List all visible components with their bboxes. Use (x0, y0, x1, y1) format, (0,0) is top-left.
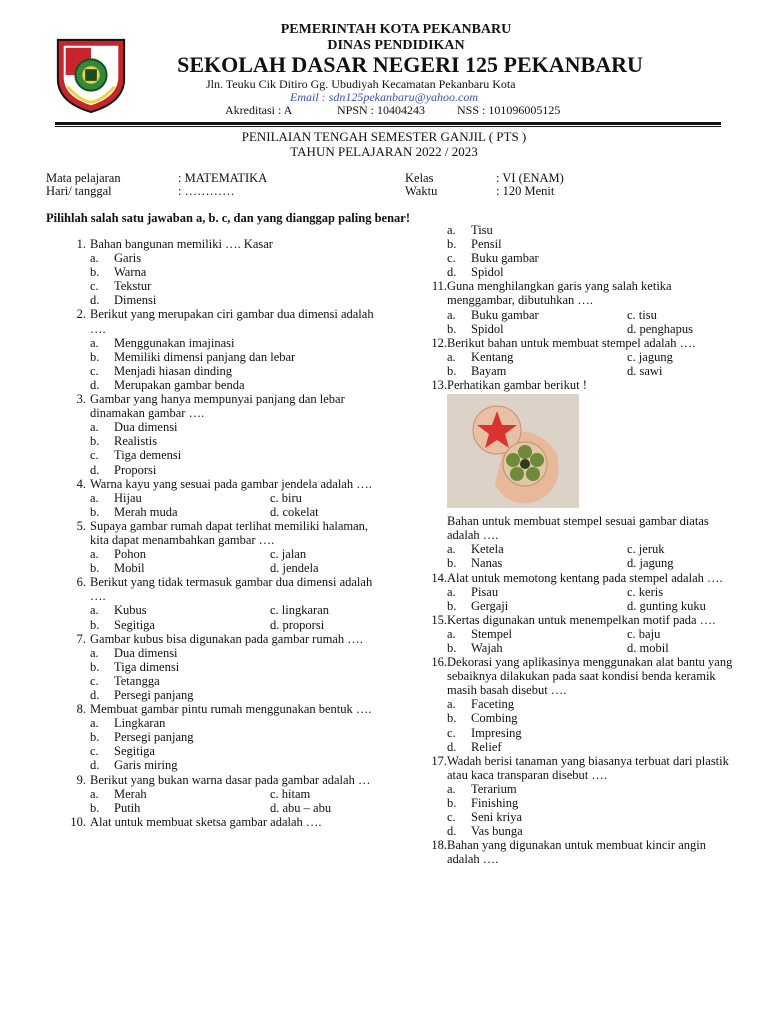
option-text: Finishing (471, 796, 519, 810)
class-value: : VI (ENAM) (496, 171, 564, 185)
option-text: Merah muda (114, 504, 178, 519)
answer-option (46, 646, 376, 660)
question-number: 12. (431, 335, 447, 350)
option-text: Mobil (114, 561, 145, 576)
option-letter: a. (90, 490, 99, 505)
option-text: Lingkaran (114, 716, 166, 731)
answer-option (46, 364, 376, 378)
answer-option (403, 237, 733, 251)
answer-option (403, 364, 733, 378)
option-letter: b. (447, 598, 457, 613)
option-right: c. tisu (627, 307, 657, 322)
question-text (46, 815, 376, 829)
option-text: Menjadi hiasan dinding (114, 363, 233, 378)
answer-option (403, 350, 733, 364)
option-letter: b. (447, 321, 457, 336)
option-letter: c. (447, 810, 456, 825)
option-right: d. jendela (270, 561, 319, 576)
answer-option (46, 448, 376, 462)
answer-option (46, 561, 376, 575)
question-number: 10. (70, 814, 86, 829)
question-number: 13. (431, 378, 447, 393)
question-text (403, 655, 733, 697)
question-number: 15. (431, 612, 447, 627)
option-letter: c. (90, 744, 99, 759)
nss: NSS : 101096005125 (457, 103, 561, 117)
question-text (403, 571, 733, 585)
option-letter: b. (447, 363, 457, 378)
school-address: Jln. Teuku Cik Ditiro Gg. Ubudiyah Kecamatan Pekanbaru Kota (206, 77, 516, 91)
option-letter: d. (90, 688, 100, 702)
option-letter: a. (447, 223, 456, 237)
time-value: : 120 Menit (496, 184, 555, 198)
option-text: Spidol (471, 321, 504, 336)
option-letter: d. (447, 824, 457, 839)
option-right: d. proporsi (270, 617, 325, 632)
option-right: d. abu – abu (270, 800, 332, 815)
answer-option (46, 716, 376, 730)
option-letter: b. (90, 434, 100, 449)
question-item (403, 571, 733, 613)
question-item (403, 838, 733, 866)
option-letter: c. (90, 448, 99, 463)
answer-option (46, 293, 376, 307)
question-item (46, 477, 376, 519)
question-text (46, 773, 376, 787)
option-right: d. cokelat (270, 504, 319, 519)
question-stem: Membuat gambar pintu rumah menggunakan bentuk …. (90, 702, 372, 717)
option-letter: a. (447, 307, 456, 322)
answer-option (46, 688, 376, 702)
option-text: Merah (114, 786, 147, 801)
option-letter: c. (90, 363, 99, 378)
option-letter: c. (90, 673, 99, 688)
answer-option (403, 796, 733, 810)
question-item (46, 392, 376, 477)
question-item (46, 632, 376, 702)
option-letter: d. (90, 462, 100, 477)
accreditation: Akreditasi : A (225, 103, 293, 117)
question-item (403, 279, 733, 335)
option-text: Relief (471, 739, 502, 754)
question-text (46, 307, 376, 335)
question-number: 4. (76, 476, 86, 491)
answer-option (46, 505, 376, 519)
answer-option (403, 265, 733, 279)
answer-option (403, 585, 733, 599)
option-letter: d. (447, 265, 457, 280)
option-text: Pisau (471, 584, 499, 599)
answer-option (46, 336, 376, 350)
question-stem: Bahan bangunan memiliki …. Kasar (90, 237, 273, 251)
option-letter: a. (90, 645, 99, 660)
option-text: Pohon (114, 547, 146, 562)
question-item (403, 754, 733, 839)
question-item (403, 336, 733, 378)
header-rule-thin (55, 126, 721, 127)
answer-option (403, 251, 733, 265)
dept-line: DINAS PENDIDIKAN (327, 38, 465, 53)
answer-option (46, 674, 376, 688)
question-text (46, 702, 376, 716)
question-stem: Berikut bahan untuk membuat stempel adalah …. (447, 335, 696, 350)
answer-option (403, 711, 733, 725)
question-text (46, 477, 376, 491)
question-stem: Gambar yang hanya mempunyai panjang dan lebar dinamakan gambar …. (90, 392, 345, 421)
option-letter: a. (90, 251, 99, 266)
option-right: d. gunting kuku (627, 598, 706, 613)
option-letter: a. (90, 335, 99, 350)
option-text: Seni kriya (471, 810, 523, 825)
option-letter: b. (90, 349, 100, 364)
answer-option (46, 660, 376, 674)
answer-option (403, 223, 733, 237)
answer-option (46, 350, 376, 364)
question-text (46, 519, 376, 547)
option-text: Buku gambar (471, 251, 539, 266)
answer-option (46, 463, 376, 477)
option-text: Warna (114, 265, 147, 280)
question-text (403, 613, 733, 627)
question-stem: Perhatikan gambar berikut ! (447, 378, 587, 393)
option-text: Pensil (471, 237, 502, 252)
option-letter: b. (90, 800, 100, 815)
option-text: Kentang (471, 349, 514, 364)
answer-option (403, 740, 733, 754)
school-email: Email : sdn125pekanbaru@yahoo.com (290, 90, 479, 104)
question-number: 3. (76, 392, 86, 407)
question-stem: Berikut yang bukan warna dasar pada gambar adalah … (90, 772, 371, 787)
answer-option (46, 618, 376, 632)
question-stem: Berikut yang merupakan ciri gambar dua dimensi adalah …. (90, 307, 374, 336)
question-stem: Guna menghilangkan garis yang salah ketika menggambar, dibutuhkan …. (447, 279, 672, 308)
question-text (46, 632, 376, 646)
question-text (403, 336, 733, 350)
answer-option (46, 434, 376, 448)
option-text: Realistis (114, 434, 158, 449)
option-text: Bayam (471, 363, 507, 378)
option-letter: a. (447, 781, 456, 796)
school-name: SEKOLAH DASAR NEGERI 125 PEKANBARU (177, 52, 643, 77)
option-text: Dimensi (114, 293, 157, 308)
date-value: : ………… (178, 184, 235, 198)
option-right: c. jeruk (627, 542, 665, 557)
option-text: Kubus (114, 603, 147, 618)
answer-option (46, 378, 376, 392)
option-text: Persegi panjang (114, 730, 194, 745)
stamp-photo (447, 394, 579, 508)
option-right: c. hitam (270, 786, 311, 801)
question-stem: Alat untuk memotong kentang pada stempel adalah …. (447, 570, 723, 585)
option-text: Hijau (114, 490, 142, 505)
question-text (46, 392, 376, 420)
question-stem: Warna kayu yang sesuai pada gambar jendela adalah …. (90, 476, 372, 491)
answer-option (403, 308, 733, 322)
question-text (46, 575, 376, 603)
option-text: Proporsi (114, 462, 157, 477)
answer-option (46, 801, 376, 815)
option-letter: b. (90, 730, 100, 745)
question-stem: Dekorasi yang aplikasinya menggunakan alat bantu yang sebaiknya dilakukan pada saat kondisi benda keramik masih basah disebut …. (447, 655, 733, 698)
answer-option (403, 782, 733, 796)
question-stem: Kertas digunakan untuk menempelkan motif pada …. (447, 612, 716, 627)
option-text: Terarium (471, 781, 517, 796)
option-letter: b. (90, 617, 100, 632)
option-letter: a. (90, 716, 99, 731)
option-letter: c. (90, 279, 99, 294)
option-letter: b. (447, 796, 457, 810)
answer-option (46, 787, 376, 801)
question-followup (403, 514, 733, 542)
option-letter: a. (447, 584, 456, 599)
option-letter: c. (447, 725, 456, 740)
question-item (46, 519, 376, 575)
option-text: Tiga demensi (114, 448, 182, 463)
answer-option (403, 322, 733, 336)
option-letter: b. (447, 237, 457, 252)
npsn: NPSN : 10404243 (337, 103, 426, 117)
option-text: Tisu (471, 223, 493, 237)
option-letter: a. (447, 349, 456, 364)
option-right: d. sawi (627, 363, 663, 378)
answer-option (46, 251, 376, 265)
option-letter: c. (447, 251, 456, 266)
option-letter: a. (90, 420, 99, 435)
answer-option (403, 697, 733, 711)
class-label: Kelas (405, 171, 434, 185)
option-letter: b. (90, 659, 100, 674)
question-number: 18. (431, 838, 447, 853)
question-number: 2. (76, 307, 86, 322)
question-number: 7. (76, 631, 86, 646)
header-rule (55, 122, 721, 125)
question-text (403, 279, 733, 307)
question-stem-2: Bahan untuk membuat stempel sesuai gambar diatas adalah …. (447, 514, 709, 543)
question-text (46, 237, 376, 251)
option-text: Garis miring (114, 758, 178, 773)
option-right: c. jagung (627, 349, 673, 364)
option-letter: d. (447, 739, 457, 754)
question-stem: Bahan yang digunakan untuk membuat kincir angin adalah …. (447, 838, 706, 867)
answer-option (46, 758, 376, 772)
answer-option (46, 491, 376, 505)
option-text: Tiga dimensi (114, 659, 180, 674)
subject-value: : MATEMATIKA (178, 171, 268, 185)
question-item (46, 237, 376, 307)
option-letter: a. (90, 786, 99, 801)
answer-option (46, 420, 376, 434)
option-letter: d. (90, 758, 100, 773)
question-item (46, 702, 376, 772)
question-item (46, 815, 376, 829)
option-right: c. jalan (270, 547, 307, 562)
answer-option (403, 824, 733, 838)
answer-option (46, 603, 376, 617)
option-right: d. penghapus (627, 321, 693, 336)
option-text: Impresing (471, 725, 522, 740)
question-text (403, 838, 733, 866)
question-number: 14. (431, 570, 447, 585)
answer-option (403, 627, 733, 641)
option-text: Vas bunga (471, 824, 523, 839)
option-text: Merupakan gambar benda (114, 377, 245, 392)
option-text: Persegi panjang (114, 688, 194, 702)
question-column-right (403, 223, 733, 866)
answer-option (46, 265, 376, 279)
question-text (403, 378, 733, 392)
option-letter: b. (90, 561, 100, 576)
option-text: Nanas (471, 556, 503, 571)
answer-option (403, 556, 733, 570)
instruction: Pilihlah salah satu jawaban a, b. c, dan yang dianggap paling benar! (46, 211, 410, 225)
question-stem: Alat untuk membuat sketsa gambar adalah …. (90, 814, 322, 829)
question-item (46, 773, 376, 815)
answer-option (46, 730, 376, 744)
question-number: 11. (431, 279, 447, 294)
option-text: Spidol (471, 265, 504, 280)
question-stem: Wadah berisi tanaman yang biasanya terbuat dari plastik atau kaca transparan disebut …. (447, 753, 729, 782)
answer-option (403, 726, 733, 740)
question-item (403, 655, 733, 754)
question-number: 9. (76, 772, 86, 787)
option-letter: a. (447, 542, 456, 557)
question-stem: Supaya gambar rumah dapat terlihat memiliki halaman, kita dapat menambahkan gambar …. (90, 518, 369, 547)
option-text: Menggunakan imajinasi (114, 335, 235, 350)
option-text: Dua dimensi (114, 645, 178, 660)
date-label: Hari/ tanggal (46, 184, 112, 198)
answer-option (46, 279, 376, 293)
option-text: Combing (471, 711, 518, 726)
option-text: Putih (114, 800, 141, 815)
option-text: Segitiga (114, 617, 155, 632)
question-item (46, 575, 376, 631)
question-number: 16. (431, 655, 447, 670)
option-text: Segitiga (114, 744, 155, 759)
option-text: Memiliki dimensi panjang dan lebar (114, 349, 296, 364)
option-letter: d. (90, 377, 100, 392)
option-right: d. jagung (627, 556, 674, 571)
option-letter: b. (90, 265, 100, 280)
question-item (403, 613, 733, 655)
question-number: 8. (76, 702, 86, 717)
option-letter: a. (447, 697, 456, 712)
answer-option (403, 599, 733, 613)
question-number: 1. (76, 237, 86, 251)
option-text: Gergaji (471, 598, 509, 613)
question-column-left (46, 237, 376, 829)
answer-option (403, 542, 733, 556)
question-number: 17. (431, 753, 447, 768)
option-text: Tetangga (114, 673, 160, 688)
option-text: Wajah (471, 640, 503, 655)
option-letter: d. (90, 293, 100, 308)
answer-option (403, 641, 733, 655)
answer-option (46, 547, 376, 561)
question-number: 5. (76, 518, 86, 533)
option-letter: a. (90, 603, 99, 618)
question-text (403, 754, 733, 782)
answer-option (46, 744, 376, 758)
subject-label: Mata pelajaran (46, 171, 121, 185)
question-stem: Berikut yang tidak termasuk gambar dua dimensi adalah …. (90, 575, 373, 604)
question-item (46, 307, 376, 392)
option-text: Garis (114, 251, 142, 266)
question-stem: Gambar kubus bisa digunakan pada gambar rumah …. (90, 631, 363, 646)
option-letter: a. (90, 547, 99, 562)
answer-option (403, 810, 733, 824)
option-text: Buku gambar (471, 307, 539, 322)
option-letter: a. (447, 626, 456, 641)
govt-line: PEMERINTAH KOTA PEKANBARU (280, 22, 512, 37)
option-letter: b. (447, 556, 457, 571)
exam-year: TAHUN PELAJARAN 2022 / 2023 (290, 144, 478, 159)
question-item (403, 378, 733, 570)
option-letter: b. (90, 504, 100, 519)
option-right: c. baju (627, 626, 661, 641)
option-letter: b. (447, 711, 457, 726)
option-text: Ketela (471, 542, 504, 557)
option-text: Stempel (471, 626, 512, 641)
option-text: Tekstur (114, 279, 152, 294)
option-letter: b. (447, 640, 457, 655)
question-number: 6. (76, 575, 86, 590)
time-label: Waktu (405, 184, 438, 198)
option-right: d. mobil (627, 640, 669, 655)
option-right: c. lingkaran (270, 603, 330, 618)
option-text: Faceting (471, 697, 515, 712)
option-right: c. biru (270, 490, 302, 505)
option-text: Dua dimensi (114, 420, 178, 435)
exam-title: PENILAIAN TENGAH SEMESTER GANJIL ( PTS ) (241, 129, 527, 144)
option-right: c. keris (627, 584, 664, 599)
